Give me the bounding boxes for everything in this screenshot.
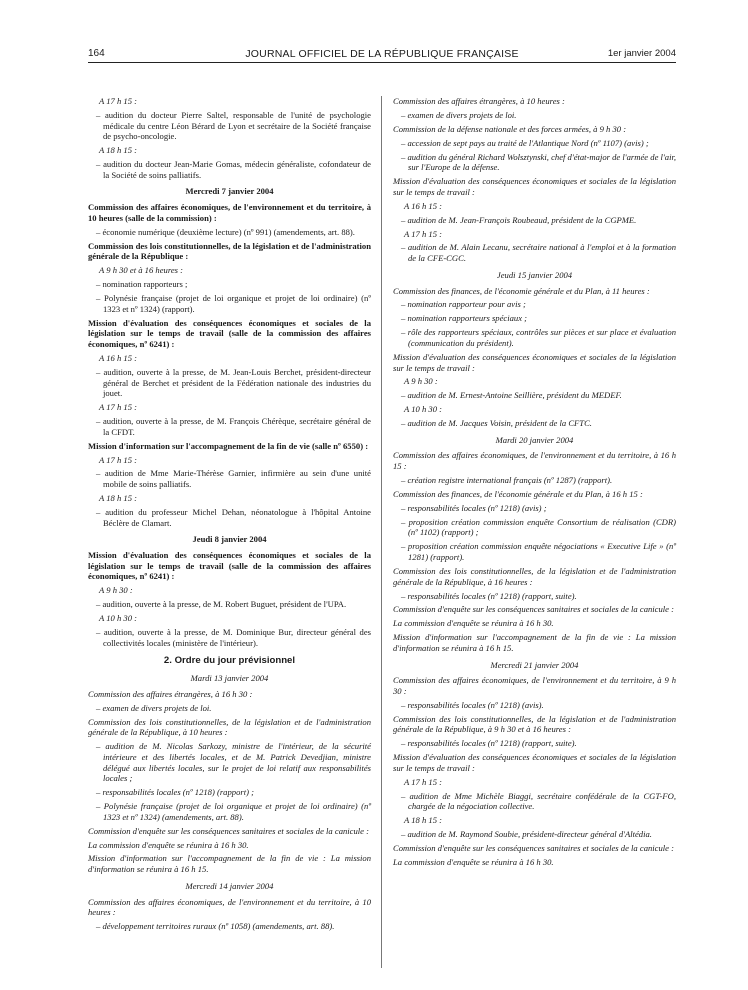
agenda-item: – proposition création commission enquête Consortium de réalisation (CDR) (nº 1102) (rapport) ; (401, 516, 676, 538)
agenda-item: – audition du professeur Michel Dehan, néonatologue à l'hôpital Antoine Béclère de Clamart. (96, 506, 371, 528)
section-heading: 2. Ordre du jour prévisionnel (163, 655, 296, 667)
date-heading: Mardi 20 janvier 2004 (495, 434, 574, 445)
agenda-item: – création registre international français (nº 1287) (rapport). (401, 475, 613, 486)
paragraph: Commission des finances, de l'économie générale et du Plan, à 11 heures : (393, 285, 650, 296)
issue-date: 1er janvier 2004 (607, 48, 676, 59)
right-column (393, 96, 676, 871)
paragraph: Commission des affaires économiques, de l'environnement et du territoire, à 16 h 15 : (393, 450, 676, 472)
paragraph: La commission d'enquête se réunira à 16 h 30. (88, 839, 249, 850)
agenda-item: – Polynésie française (projet de loi organique et projet de loi ordinaire) (nº 1323 et nº 1324) (amendements, art. 88). (96, 801, 371, 822)
body-heading: Mission d'information sur l'accompagnement de la fin de vie (salle nº 6550) : (88, 440, 369, 451)
journal-title: JOURNAL OFFICIEL DE LA RÉPUBLIQUE FRANÇAISE (245, 48, 519, 60)
agenda-item: – économie numérique (deuxième lecture) (nº 991) (amendements, art. 88). (96, 226, 355, 237)
paragraph: La commission d'enquête se réunira à 16 h 30. (393, 857, 554, 868)
left-column (88, 96, 371, 935)
date-heading: Mercredi 14 janvier 2004 (185, 880, 274, 891)
page-number: 164 (88, 48, 105, 59)
date-heading: Jeudi 8 janvier 2004 (192, 534, 267, 545)
date-heading: Mercredi 21 janvier 2004 (490, 659, 579, 670)
paragraph: Mission d'évaluation des conséquences économiques et sociales de la législation sur le temps de travail : (393, 752, 676, 773)
paragraph: Commission des lois constitutionnelles, de la législation et de l'administration générale de la République, à 16 heures : (393, 565, 676, 587)
paragraph: La commission d'enquête se réunira à 16 h 30. (393, 618, 554, 629)
agenda-item: – audition du docteur Pierre Saltel, responsable de l'unité de psychologie médicale du centre Léon Bérard de Lyon et secrétaire de la Société française de psycho-oncologie. (96, 109, 371, 142)
paragraph: Commission d'enquête sur les conséquences sanitaires et sociales de la canicule : (88, 825, 370, 836)
agenda-item: – audition du général Richard Wolsztynski, chef d'état-major de l'armée de l'air, sur l'Europe de la défense. (401, 151, 676, 173)
agenda-item: – audition, ouverte à la presse, de M. Jean-Louis Berchet, président-directeur général de Berchet et président de la Fédération nationale des industries du jouet. (96, 366, 371, 399)
header-rule (88, 62, 676, 63)
time-label: A 17 h 15 : (404, 228, 443, 239)
time-label: A 9 h 30 : (99, 585, 133, 596)
agenda-item: – nomination rapporteur pour avis ; (401, 299, 526, 310)
page-header (88, 48, 676, 62)
agenda-item: – audition de M. Nicolas Sarkozy, ministre de l'intérieur, de la sécurité intérieure et des libertés locales, et de M. Patrick Devedjian, ministre délégué aux libertés locales, sur le projet de loi relatif aux responsabilités locales ; (96, 741, 371, 784)
time-label: A 10 h 30 : (99, 613, 138, 624)
agenda-item: – audition, ouverte à la presse, de M. Robert Buguet, président de l'UPA. (96, 599, 347, 610)
agenda-item: – audition de M. Ernest-Antoine Seillière, président du MEDEF. (401, 390, 622, 401)
time-label: A 18 h 15 : (99, 145, 138, 156)
paragraph: Mission d'évaluation des conséquences économiques et sociales de la législation sur le temps de travail : (393, 176, 676, 197)
paragraph: Commission des affaires étrangères, à 16 h 30 : (88, 688, 253, 699)
agenda-item: – audition, ouverte à la presse, de M. François Chérèque, secrétaire général de la CFDT. (96, 416, 371, 437)
date-heading: Mardi 13 janvier 2004 (190, 673, 269, 684)
time-label: A 17 h 15 : (404, 776, 443, 787)
paragraph: Commission des lois constitutionnelles, de la législation et de l'administration générale de la République, à 9 h 30 et à 16 heures : (393, 713, 676, 735)
time-label: A 18 h 15 : (99, 492, 138, 503)
body-heading: Mission d'évaluation des conséquences économiques et sociales de la législation sur le temps de travail (salle de la commission des affaires économiques, nº 6241) : (88, 549, 371, 582)
body-heading: Mission d'évaluation des conséquences économiques et sociales de la législation sur le temps de travail (salle de la commission des affaires économiques, nº 6241) : (88, 317, 371, 350)
paragraph: Commission des affaires économiques, de l'environnement et du territoire, à 9 h 30 : (393, 675, 676, 696)
time-label: A 18 h 15 : (404, 815, 443, 826)
time-label: A 9 h 30 : (404, 376, 438, 387)
agenda-item: – audition de M. Alain Lecanu, secrétaire national à l'emploi et à la formation de la CFE-CGC. (401, 242, 676, 264)
column-divider (381, 96, 382, 968)
time-label: A 16 h 15 : (99, 352, 138, 363)
paragraph: Commission des finances, de l'économie générale et du Plan, à 16 h 15 : (393, 488, 643, 499)
agenda-item: – responsabilités locales (nº 1218) (rapport) ; (96, 787, 254, 798)
agenda-item: – proposition création commission enquête négociations « Executive Life » (nº 1281) (rapport). (401, 541, 676, 563)
agenda-item: – examen de divers projets de loi. (401, 109, 517, 120)
body-heading: Commission des affaires économiques, de l'environnement et du territoire, à 10 heures (salle de la commission) : (88, 202, 371, 223)
agenda-item: – nomination rapporteurs ; (96, 279, 188, 290)
time-label: A 17 h 15 : (99, 402, 138, 413)
agenda-item: – audition de M. Jacques Voisin, président de la CFTC. (401, 418, 592, 429)
agenda-item: – responsabilités locales (nº 1218) (avis) ; (401, 502, 547, 513)
agenda-item: – responsabilités locales (nº 1218) (avis). (401, 699, 544, 710)
agenda-item: – Polynésie française (projet de loi organique et projet de loi ordinaire) (nº 1323 et nº 1324) (rapport). (96, 293, 371, 314)
agenda-item: – audition de M. Jean-François Roubeaud, président de la CGPME. (401, 214, 637, 225)
agenda-item: – audition, ouverte à la presse, de M. Dominique Bur, directeur général des collectivités locales (ministère de l'intérieur). (96, 626, 371, 648)
paragraph: Commission d'enquête sur les conséquences sanitaires et sociales de la canicule : (393, 843, 675, 854)
date-heading: Mercredi 7 janvier 2004 (185, 186, 274, 197)
paragraph: Mission d'information sur l'accompagnement de la fin de vie : La mission d'information se réunira à 16 h 15. (88, 853, 371, 875)
paragraph: Commission d'enquête sur les conséquences sanitaires et sociales de la canicule : (393, 604, 675, 615)
agenda-item: – audition de M. Raymond Soubie, président-directeur général d'Altédia. (401, 829, 652, 840)
time-label: A 17 h 15 : (99, 96, 138, 106)
time-label: A 9 h 30 et à 16 heures : (99, 265, 184, 276)
paragraph: Commission des lois constitutionnelles, de la législation et de l'administration générale de la République, à 10 heures : (88, 716, 371, 738)
agenda-item: – audition de Mme Michèle Biaggi, secrétaire confédérale de la CGT-FO, chargée de la négociation collective. (401, 790, 676, 812)
date-heading: Jeudi 15 janvier 2004 (496, 269, 573, 280)
time-label: A 17 h 15 : (99, 454, 138, 465)
paragraph: Mission d'information sur l'accompagnement de la fin de vie : La mission d'information se réunira à 16 h 15. (393, 632, 676, 653)
agenda-item: – audition de Mme Marie-Thérèse Garnier, infirmière au sein d'une unité mobile de soins palliatifs. (96, 468, 371, 490)
time-label: A 16 h 15 : (404, 200, 443, 211)
paragraph: Commission des affaires économiques, de l'environnement et du territoire, à 10 heures : (88, 896, 371, 918)
agenda-item: – accession de sept pays au traité de l'Atlantique Nord (nº 1107) (avis) ; (401, 137, 649, 148)
agenda-item: – responsabilités locales (nº 1218) (rapport, suite). (401, 590, 577, 601)
paragraph: Commission des affaires étrangères, à 10 heures : (393, 96, 565, 106)
agenda-item: – nomination rapporteurs spéciaux ; (401, 313, 528, 324)
agenda-item: – responsabilités locales (nº 1218) (rapport, suite). (401, 738, 577, 749)
agenda-item: – développement territoires ruraux (nº 1058) (amendements, art. 88). (96, 921, 335, 932)
paragraph: Commission de la défense nationale et des forces armées, à 9 h 30 : (393, 123, 627, 134)
body-heading: Commission des lois constitutionnelles, de la législation et de l'administration générale de la République : (88, 240, 371, 262)
agenda-item: – rôle des rapporteurs spéciaux, contrôles sur pièces et sur place et évaluation (communication du président). (401, 327, 676, 348)
agenda-item: – audition du docteur Jean-Marie Gomas, médecin généraliste, cofondateur de la Société de soins palliatifs. (96, 159, 371, 180)
time-label: A 10 h 30 : (404, 404, 443, 415)
agenda-item: – examen de divers projets de loi. (96, 702, 212, 713)
paragraph: Mission d'évaluation des conséquences économiques et sociales de la législation sur le temps de travail : (393, 351, 676, 373)
